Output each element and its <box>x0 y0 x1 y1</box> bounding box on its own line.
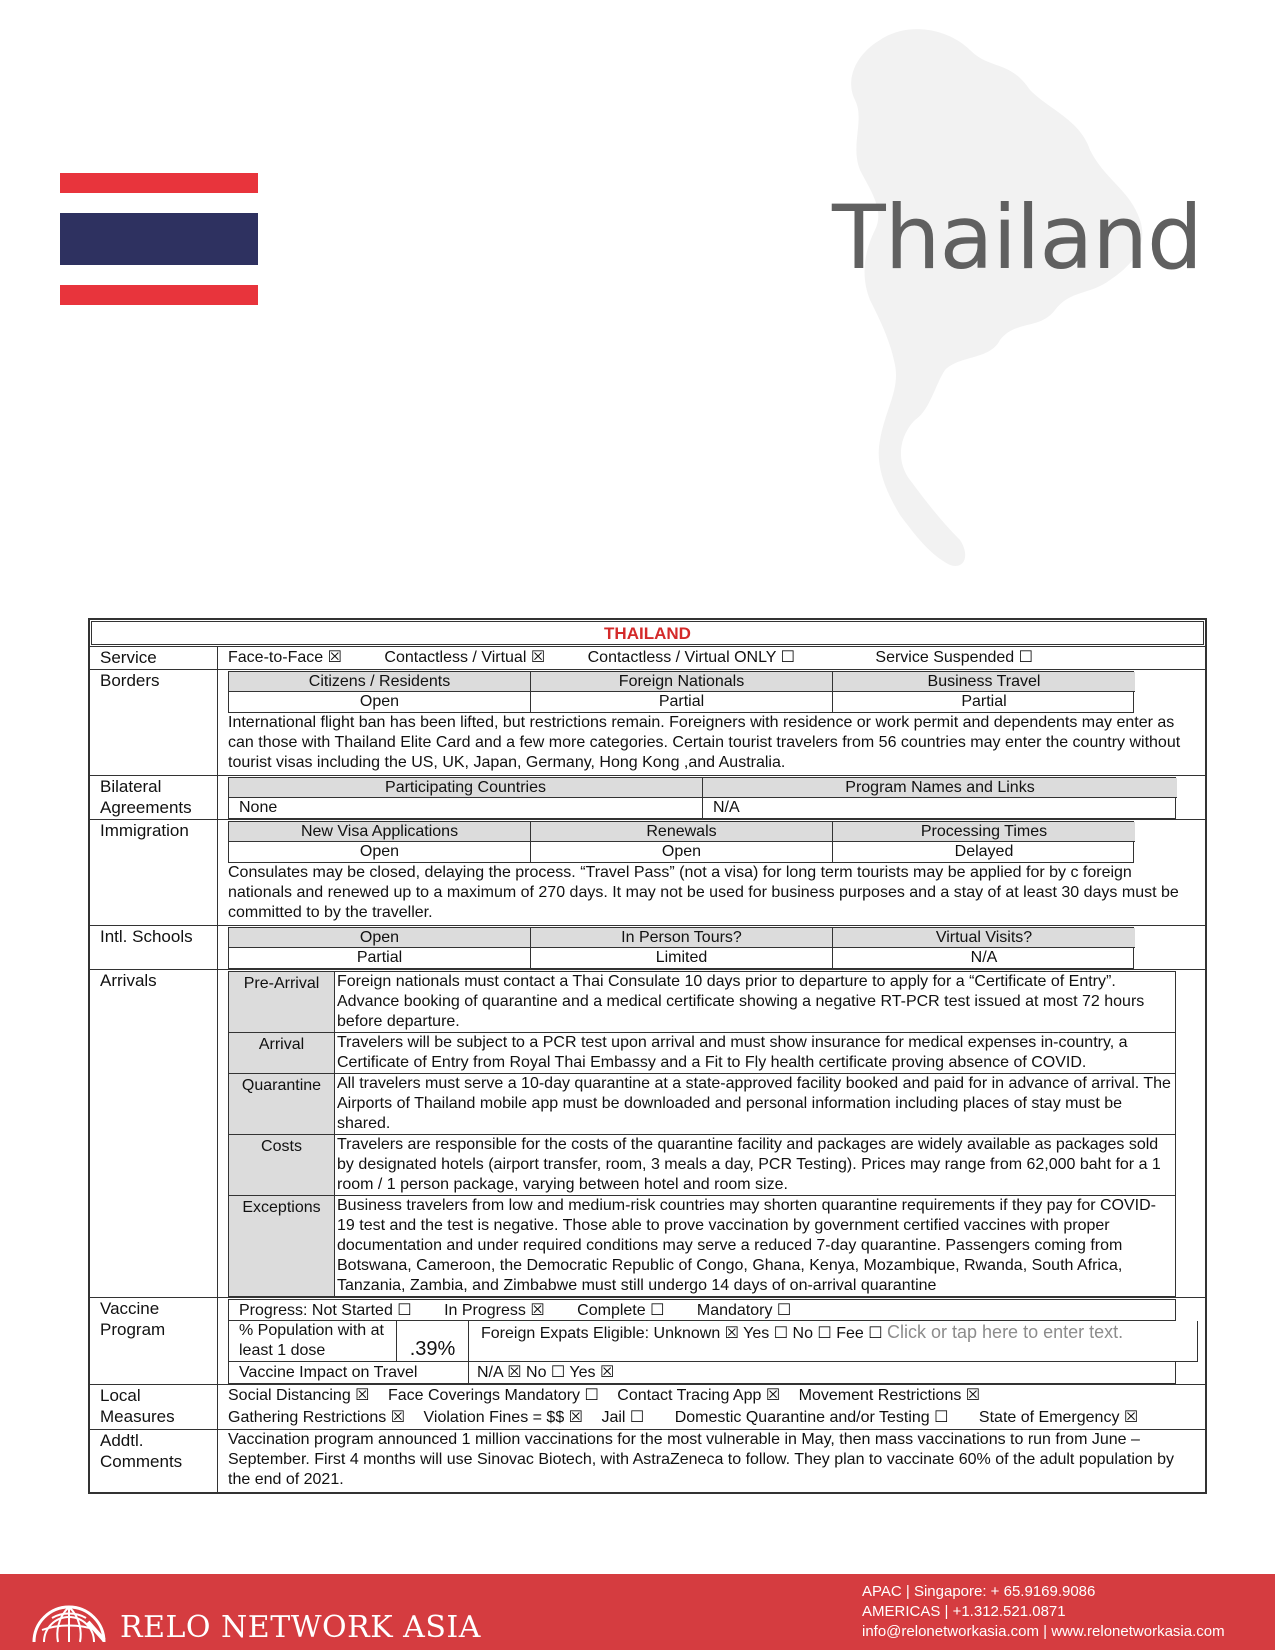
service-option[interactable]: Contactless / Virtual ☒ <box>384 649 546 666</box>
immigration-header: Renewals <box>531 822 833 842</box>
service-option[interactable]: Service Suspended ☐ <box>875 649 1033 666</box>
arrivals-sub-row <box>229 1073 1175 1134</box>
bilateral-value: None <box>229 798 703 818</box>
local-measures-row <box>90 1384 1205 1429</box>
bilateral-row <box>90 775 1205 819</box>
progress-option[interactable]: In Progress ☒ <box>444 1302 545 1319</box>
arrivals-sub-text: All travelers must serve a 10-day quarantine at a state-approved facility booked and paid for in advance of arrival. The Airports of Thailand mobile app must be downloaded and personal information including places of stay must be shared. <box>337 1075 1171 1132</box>
arrivals-sub-text: Travelers are responsible for the costs of the quarantine facility and packages are widely available as packages sold by designated hotels (airport transfer, room, 3 meals a day, PCR Testing). Prices may range from 62,000 baht for a 1 room / 1 person package, varying between hotel and room size. <box>337 1136 1161 1193</box>
footer-bar <box>0 1574 1275 1650</box>
measure-option[interactable]: Domestic Quarantine and/or Testing ☐ <box>674 1409 949 1426</box>
borders-label: Borders <box>90 670 218 775</box>
immigration-value: Delayed <box>954 843 1014 860</box>
impact-label: Vaccine Impact on Travel <box>229 1362 469 1383</box>
immigration-row <box>90 819 1205 925</box>
measure-option[interactable]: State of Emergency ☒ <box>978 1409 1139 1426</box>
schools-header: Open <box>229 928 531 948</box>
vaccine-row <box>90 1297 1205 1384</box>
schools-header: Virtual Visits? <box>833 928 1135 948</box>
country-title: Thailand <box>832 186 1202 289</box>
arrivals-sub-row <box>229 972 1175 1032</box>
arrivals-sub-label: Quarantine <box>229 1074 335 1134</box>
arrivals-sub-label: Arrival <box>229 1033 335 1073</box>
immigration-note: Consulates may be closed, delaying the process. “Travel Pass” (not a visa) for long term tourists may be applied for by c foreign nationals and renewed up to a maximum of 270 days. It may not be used for business purposes and a stay of at least 30 days must be committed to by the traveller. <box>228 864 1179 921</box>
vaccine-impact <box>228 1362 1176 1384</box>
brand-name: RELO NETWORK ASIA <box>120 1610 481 1645</box>
borders-header: Citizens / Residents <box>229 672 531 692</box>
population-label: % Population with at least 1 dose <box>229 1321 397 1361</box>
service-options <box>218 647 1205 669</box>
flag-red-stripe-top <box>60 173 258 193</box>
progress-option[interactable]: Mandatory ☐ <box>696 1302 792 1319</box>
expats-eligibility: Foreign Expats Eligible: Unknown ☒ Yes ☐ No ☐ Fee ☐ Click or tap here to enter text. <box>481 1322 1124 1342</box>
arrivals-table <box>228 971 1176 1297</box>
table-heading: THAILAND <box>91 621 1204 645</box>
borders-value: Open <box>229 692 531 712</box>
service-label: Service <box>90 647 218 669</box>
thailand-map-silhouette <box>840 20 1180 580</box>
immigration-value: Open <box>229 842 531 862</box>
impact-options[interactable]: N/A ☒ No ☐ Yes ☒ <box>477 1364 615 1381</box>
service-row <box>90 646 1205 669</box>
arrivals-label: Arrivals <box>90 970 218 1297</box>
progress-option[interactable]: Not Started ☐ <box>311 1302 412 1319</box>
schools-row <box>90 925 1205 969</box>
americas-phone: AMERICAS | +1.312.521.0871 <box>862 1603 1066 1620</box>
measure-option[interactable]: Gathering Restrictions ☒ <box>228 1409 406 1426</box>
borders-value: Partial <box>531 692 833 712</box>
contact-info <box>862 1582 1225 1642</box>
thailand-flag <box>60 173 258 305</box>
country-status-table <box>88 618 1207 1494</box>
arrivals-sub-label: Exceptions <box>229 1196 335 1296</box>
borders-note: International flight ban has been lifted, but restrictions remain. Foreigners with residence or work permit and dependents may enter as can those with Thailand Elite Card and a few more categories. Certain tourist travelers from 56 countries may enter the country without tourist visas including the US, UK, Japan, Germany, Hong Kong ,and Australia. <box>228 714 1181 771</box>
bilateral-header: Participating Countries <box>229 778 703 798</box>
vaccine-progress: Progress: Not Started ☐ In Progress ☒ Complete ☐ Mandatory ☐ <box>228 1299 1176 1321</box>
service-option[interactable]: Contactless / Virtual ONLY ☐ <box>587 649 795 666</box>
vaccine-population <box>228 1321 1198 1362</box>
arrivals-row <box>90 969 1205 1297</box>
immigration-header: New Visa Applications <box>229 822 531 842</box>
arrivals-sub-text: Business travelers from low and medium-risk countries may shorten quarantine requirements if they pay for COVID-19 test and the test is negative. Those able to prove vaccination by government certified vaccines with proper documentation and under required conditions may serve a reduced 7-day quarantine. Passengers coming from Botswana, Cameroon, the Democratic Republic of Congo, Ghana, Kenya, Mozambique, Rwanda, South Africa, Tanzania, Zambia, and Zimbabwe must still undergo 14 days of on-arrival quarantine <box>337 1197 1156 1294</box>
schools-value: Partial <box>229 948 531 968</box>
arrivals-sub-row <box>229 1195 1175 1296</box>
borders-header: Foreign Nationals <box>531 672 833 692</box>
measure-option[interactable]: Face Coverings Mandatory ☐ <box>387 1387 599 1404</box>
service-option[interactable]: Face-to-Face ☒ <box>228 649 342 666</box>
vaccine-label: Vaccine Program <box>90 1298 218 1384</box>
web-contact[interactable]: info@relonetworkasia.com | www.relonetworkasia.com <box>862 1623 1225 1640</box>
immigration-value: Open <box>531 842 833 862</box>
arrivals-sub-text: Travelers will be subject to a PCR test upon arrival and must show insurance for medical expenses in-country, a Certificate of Entry from Royal Thai Embassy and a Fit to Fly health certificate proving absence of COVID. <box>337 1034 1128 1071</box>
measure-option[interactable]: Social Distancing ☒ <box>228 1387 370 1404</box>
schools-value: Limited <box>531 948 833 968</box>
immigration-label: Immigration <box>90 820 218 925</box>
flag-blue-stripe <box>60 213 258 265</box>
bilateral-header: Program Names and Links <box>703 778 1177 798</box>
population-value: .39% <box>397 1321 469 1361</box>
borders-header: Business Travel <box>833 672 1135 692</box>
text-entry-placeholder[interactable]: Click or tap here to enter text. <box>887 1322 1124 1342</box>
comments-row <box>90 1429 1205 1492</box>
borders-row <box>90 669 1205 775</box>
schools-grid <box>228 927 1134 969</box>
immigration-header: Processing Times <box>833 822 1135 842</box>
measure-option[interactable]: Movement Restrictions ☒ <box>798 1387 981 1404</box>
progress-option[interactable]: Complete ☐ <box>577 1302 665 1319</box>
measure-option[interactable]: Violation Fines = $$ ☒ <box>423 1409 584 1426</box>
comments-label: Addtl. Comments <box>90 1430 218 1492</box>
measures-line-2 <box>228 1407 1197 1429</box>
borders-grid <box>228 671 1134 713</box>
comments-text: Vaccination program announced 1 million vaccinations for the most vulnerable in May, then mass vaccinations to run from June – September. First 4 months will use Sinovac Biotech, with AstraZeneca to follow. They plan to vaccinate 60% of the adult population by the end of 2021. <box>228 1431 1175 1488</box>
bilateral-label: Bilateral Agreements <box>90 776 218 819</box>
arrivals-sub-row <box>229 1134 1175 1195</box>
flag-red-stripe-bottom <box>60 285 258 305</box>
bilateral-grid <box>228 777 1176 819</box>
arrivals-sub-text: Foreign nationals must contact a Thai Consulate 10 days prior to departure to apply for a “Certificate of Entry”. Advance booking of quarantine and a medical certificate showing a negative RT-PCR test issued at most 72 hours before departure. <box>337 973 1145 1030</box>
measures-line-1 <box>228 1385 1197 1407</box>
arrivals-sub-label: Costs <box>229 1135 335 1195</box>
apac-phone: APAC | Singapore: + 65.9169.9086 <box>862 1583 1096 1600</box>
arrivals-sub-row <box>229 1032 1175 1073</box>
measure-option[interactable]: Jail ☐ <box>601 1409 645 1426</box>
local-measures-label: Local Measures <box>90 1385 218 1429</box>
schools-header: In Person Tours? <box>531 928 833 948</box>
measure-option[interactable]: Contact Tracing App ☒ <box>617 1387 781 1404</box>
schools-label: Intl. Schools <box>90 926 218 969</box>
immigration-grid <box>228 821 1134 863</box>
arrivals-sub-label: Pre-Arrival <box>229 972 335 1032</box>
schools-value: N/A <box>970 949 998 966</box>
bilateral-value: N/A <box>713 799 740 816</box>
borders-value: Partial <box>961 693 1007 710</box>
globe-logo-icon <box>28 1582 110 1648</box>
